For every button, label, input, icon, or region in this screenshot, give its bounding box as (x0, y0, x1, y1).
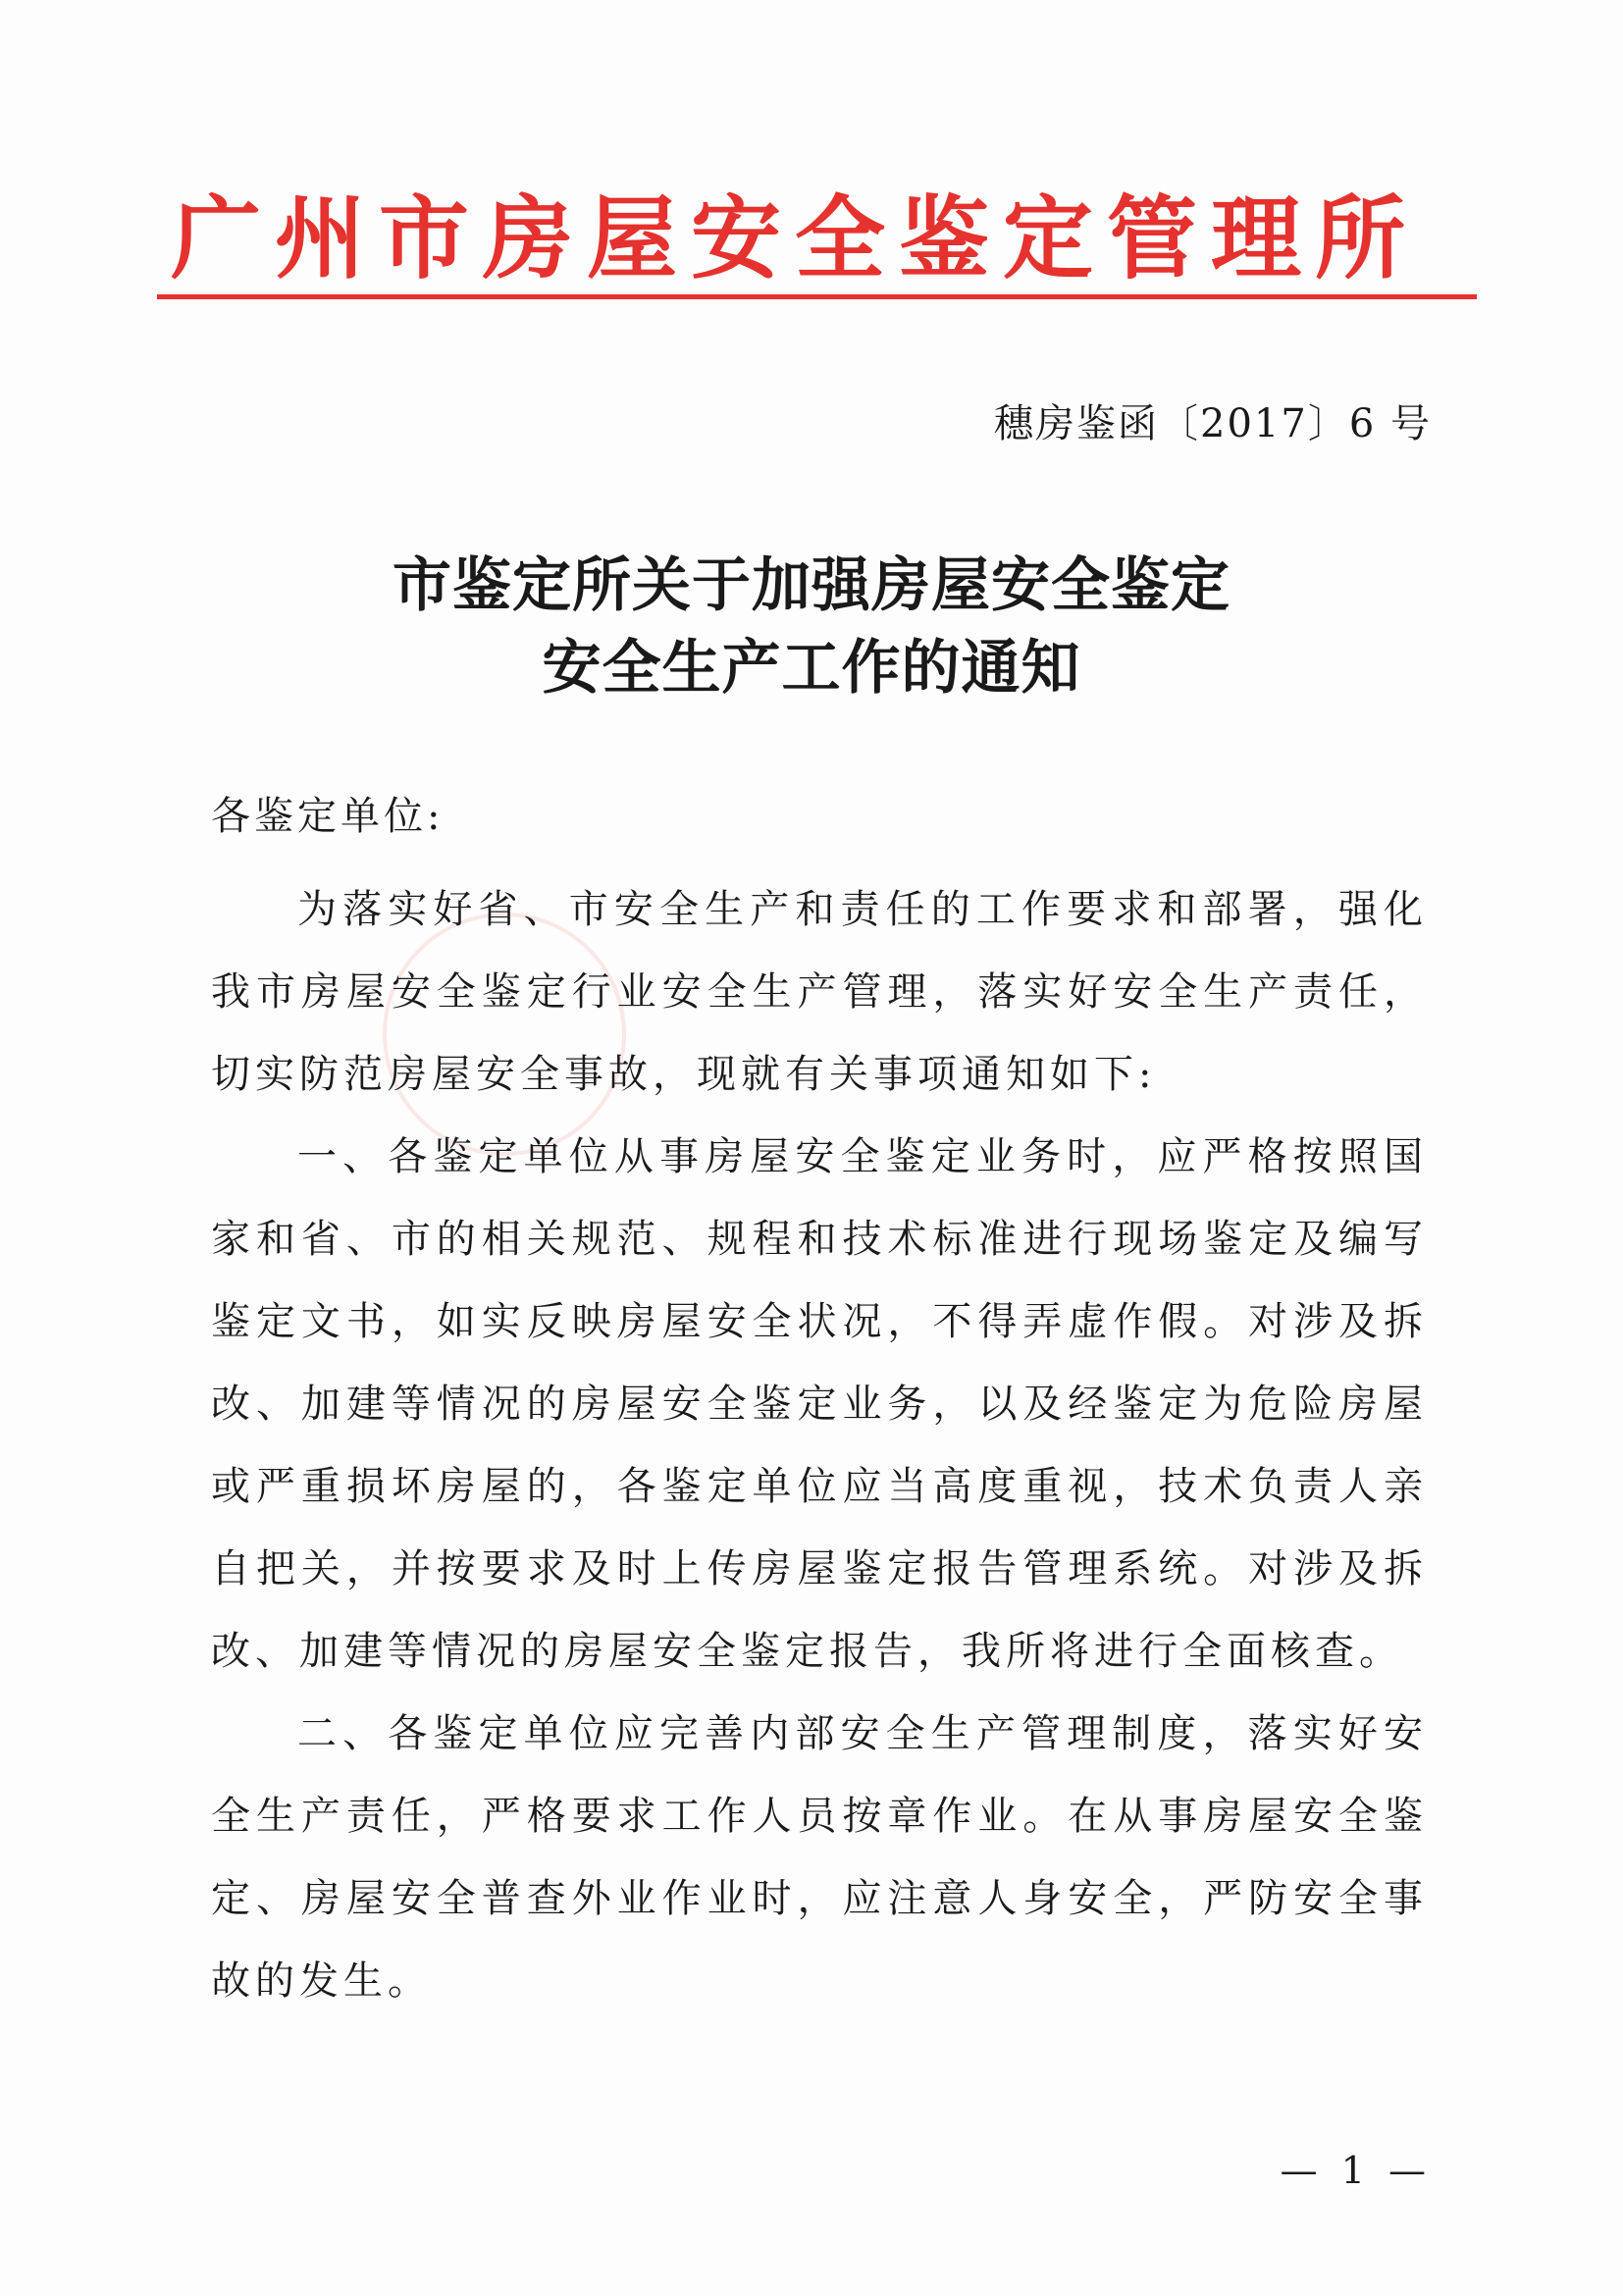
paragraph-item-1: 一、各鉴定单位从事房屋安全鉴定业务时，应严格按照国家和省、市的相关规范、规程和技术标准进行现场鉴定及编写鉴定文书，如实反映房屋安全状况，不得弄虚作假。对涉及拆改、加建等情况的房屋安全鉴定业务，以及经鉴定为危险房屋或严重损坏房屋的，各鉴定单位应当高度重视，技术负责人亲自把关，并按要求及时上传房屋鉴定报告管理系统。对涉及拆改、加建等情况的房屋安全鉴定报告，我所将进行全面核查。 (211, 1134, 1428, 1674)
title-line-2: 安全生产工作的通知 (542, 634, 1081, 703)
document-title (0, 545, 1623, 709)
paragraph-intro: 为落实好省、市安全生产和责任的工作要求和部署，强化我市房屋安全鉴定行业安全生产管理，落实好安全生产责任，切实防范房屋安全事故，现就有关事项通知如下: (211, 887, 1428, 1097)
org-letterhead: 广州市房屋安全鉴定管理所 (170, 185, 1419, 291)
paragraph-item-2: 二、各鉴定单位应完善内部安全生产管理制度，落实好安全生产责任，严格要求工作人员按章作业。在从事房屋安全鉴定、房屋安全普查外业作业时，应注意人身安全，严防安全事故的发生。 (211, 1711, 1428, 2004)
title-line-1: 市鉴定所关于加强房屋安全鉴定 (393, 551, 1230, 620)
page-number: — 1 — (1280, 2149, 1432, 2192)
salutation: 各鉴定单位: (211, 794, 445, 839)
document-number: 穗房鉴函〔2017〕6 号 (994, 401, 1432, 446)
letterhead-red-rule (157, 294, 1477, 299)
body-text (211, 868, 1428, 2022)
